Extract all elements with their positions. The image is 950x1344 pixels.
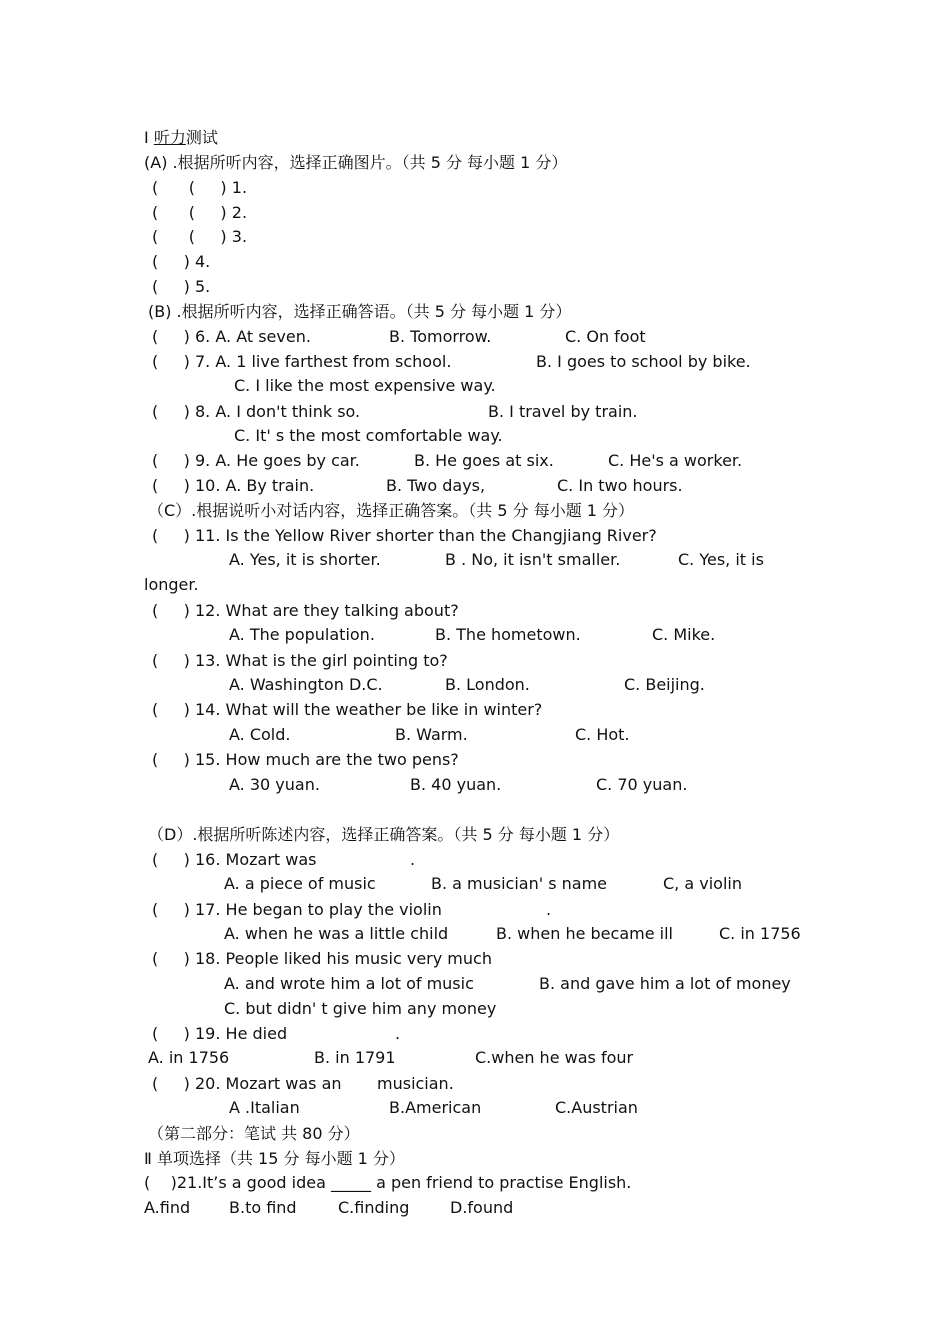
- question-16-blank-end: .: [410, 850, 416, 869]
- section-1-title: I 听力测试: [144, 128, 218, 147]
- question-7-stem: ( ) 7. A. 1 live farthest from school.: [152, 352, 452, 371]
- question-9-option-c: C. He's a worker.: [608, 451, 743, 470]
- question-19-stem: ( ) 19. He died: [152, 1024, 288, 1043]
- section-2-title: Ⅱ 单项选择（共 15 分 每小题 1 分）: [144, 1149, 405, 1168]
- question-19-option-a: A. in 1756: [148, 1048, 230, 1067]
- part-c-heading: （C）.根据说听小对话内容，选择正确答案。（共 5 分 每小题 1 分）: [148, 501, 635, 520]
- question-12-option-c: C. Mike.: [652, 625, 716, 644]
- question-20-option-a: A .Italian: [229, 1098, 300, 1117]
- question-14-option-b: B. Warm.: [395, 725, 468, 744]
- question-20-stem: ( ) 20. Mozart was an: [152, 1074, 342, 1093]
- question-8-option-c: C. It' s the most comfortable way.: [234, 426, 503, 445]
- question-12-stem: ( ) 12. What are they talking about?: [152, 601, 459, 620]
- question-8-stem: ( ) 8. A. I don't think so.: [152, 402, 361, 421]
- question-5: ( ) 5.: [152, 277, 211, 296]
- question-17-stem: ( ) 17. He began to play the violin: [152, 900, 442, 919]
- question-19-option-c: C.when he was four: [475, 1048, 634, 1067]
- question-8-option-b: B. I travel by train.: [488, 402, 638, 421]
- question-15-option-c: C. 70 yuan.: [596, 775, 688, 794]
- question-10-option-b: B. Two days,: [386, 476, 486, 495]
- question-6-stem: ( ) 6. A. At seven.: [152, 327, 311, 346]
- question-7-option-c: C. I like the most expensive way.: [234, 376, 496, 395]
- question-21-option-d: D.found: [450, 1198, 514, 1217]
- question-4: ( ) 4.: [152, 252, 211, 271]
- question-9-stem: ( ) 9. A. He goes by car.: [152, 451, 360, 470]
- question-18-option-a: A. and wrote him a lot of music: [224, 974, 474, 993]
- question-21-option-a: A.find: [144, 1198, 191, 1217]
- question-17-option-c: C. in 1756: [719, 924, 801, 943]
- question-13-stem: ( ) 13. What is the girl pointing to?: [152, 651, 448, 670]
- question-9-option-b: B. He goes at six.: [414, 451, 554, 470]
- question-18-option-c: C. but didn' t give him any money: [224, 999, 497, 1018]
- question-20-option-b: B.American: [389, 1098, 482, 1117]
- underlined-title-word: 听力: [153, 128, 186, 147]
- question-3: ( ( ) 3.: [152, 227, 248, 246]
- question-7-option-b: B. I goes to school by bike.: [536, 352, 751, 371]
- question-10-option-c: C. In two hours.: [557, 476, 683, 495]
- question-11-option-c-wrap: longer.: [144, 575, 199, 594]
- question-21-stem: ( )21.It’s a good idea _____ a pen friend to practise English.: [144, 1173, 632, 1192]
- question-16-option-a: A. a piece of music: [224, 874, 376, 893]
- question-11-option-b: B . No, it isn't smaller.: [445, 550, 621, 569]
- part-b-heading: (B) .根据所听内容，选择正确答语。（共 5 分 每小题 1 分）: [148, 302, 572, 321]
- question-19-blank-end: .: [395, 1024, 401, 1043]
- question-12-option-a: A. The population.: [229, 625, 375, 644]
- question-13-option-c: C. Beijing.: [624, 675, 705, 694]
- question-16-stem: ( ) 16. Mozart was: [152, 850, 317, 869]
- question-17-option-a: A. when he was a little child: [224, 924, 449, 943]
- question-15-option-b: B. 40 yuan.: [410, 775, 502, 794]
- question-11-option-a: A. Yes, it is shorter.: [229, 550, 381, 569]
- question-16-option-b: B. a musician' s name: [431, 874, 608, 893]
- question-1: ( ( ) 1.: [152, 178, 248, 197]
- question-21-option-c: C.finding: [338, 1198, 410, 1217]
- question-14-option-c: C. Hot.: [575, 725, 630, 744]
- question-20-option-c: C.Austrian: [555, 1098, 638, 1117]
- question-20-stem-tail: musician.: [377, 1074, 454, 1093]
- question-15-option-a: A. 30 yuan.: [229, 775, 320, 794]
- question-10-stem: ( ) 10. A. By train.: [152, 476, 315, 495]
- question-21-option-b: B.to find: [229, 1198, 297, 1217]
- question-13-option-b: B. London.: [445, 675, 530, 694]
- question-12-option-b: B. The hometown.: [435, 625, 581, 644]
- question-14-stem: ( ) 14. What will the weather be like in winter?: [152, 700, 543, 719]
- question-15-stem: ( ) 15. How much are the two pens?: [152, 750, 459, 769]
- question-18-stem: ( ) 18. People liked his music very much: [152, 949, 492, 968]
- part-a-heading: (A) .根据所听内容，选择正确图片。（共 5 分 每小题 1 分）: [144, 153, 568, 172]
- question-16-option-c: C, a violin: [663, 874, 742, 893]
- question-17-blank-end: .: [546, 900, 552, 919]
- question-17-option-b: B. when he became ill: [496, 924, 673, 943]
- question-13-option-a: A. Washington D.C.: [229, 675, 383, 694]
- question-2: ( ( ) 2.: [152, 203, 248, 222]
- question-19-option-b: B. in 1791: [314, 1048, 396, 1067]
- question-14-option-a: A. Cold.: [229, 725, 291, 744]
- question-6-option-b: B. Tomorrow.: [389, 327, 492, 346]
- question-18-option-b: B. and gave him a lot of money: [539, 974, 791, 993]
- part-d-heading: （D）.根据所听陈述内容，选择正确答案。（共 5 分 每小题 1 分）: [148, 825, 620, 844]
- question-6-option-c: C. On foot: [565, 327, 646, 346]
- question-11-stem: ( ) 11. Is the Yellow River shorter than the Changjiang River?: [152, 526, 657, 545]
- part-2-heading: （第二部分：笔试 共 80 分）: [148, 1124, 360, 1143]
- question-11-option-c: C. Yes, it is: [678, 550, 764, 569]
